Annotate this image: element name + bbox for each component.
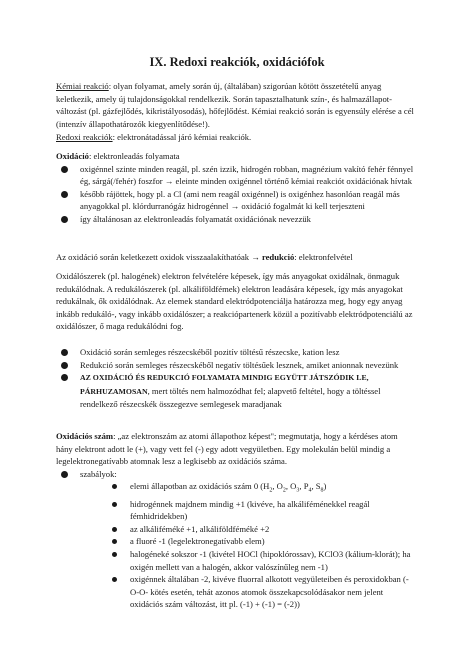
oxidacio-list: [56, 163, 416, 226]
oxidaloszerek-paragraph: Oxidálószerek (pl. halogének) elektron felvételére képesek, így más anyagokat oxidálnak, önmaguk redukálódnak. A redukálószerek (pl. alkáliföldfémek) elektron leadására képesek, így más anyagokat redukálnak, ők oxidálódnak. Az elemek standard elektródpotenciálja határozza meg, hogy egy anyag inkább redukáló-, vagy inkább oxidálószer; a reakciópartenerk közül a pozitívabb elektródpotenciálú az oxidálószer, ő maga redukálódni fog.: [56, 271, 413, 332]
subscript: 2: [269, 488, 273, 495]
oxidacio-term: Oxidáció: [56, 151, 89, 161]
list-item: oxigénnel szinte minden reagál, pl. szén izzik, hidrogén robban, magnézium vakító fehér fénnyel ég, sárgá(/fehér) foszfor → eleinte minden oxigénnel történő kémiai reakciót oxidációnak hívtak: [56, 163, 416, 188]
oxidacio-section: [56, 150, 416, 226]
oxidacios-szam-text: : „az elektronszám az atomi állapothoz képest"; megmutatja, hogy a kérdéses atom hány elektront adott le (+), vagy vett fel (-) egy adott vegyületben. Egy molekulán belül mindig a legelektronegatívabb atomnak lesz a legkisebb az oxidációs száma.: [56, 431, 398, 467]
rule-text: elemi állapotban az oxidációs szám 0 (H: [130, 481, 270, 492]
subscript: 4: [308, 488, 312, 495]
redukcio-paragraph: [56, 251, 416, 264]
subscript: 2: [282, 488, 286, 495]
oxidacio-text: : elektronleadás folyamata: [88, 151, 180, 161]
ion-list: [56, 346, 416, 411]
kemiai-reakcio-paragraph: [56, 80, 416, 130]
rule-text: , O: [272, 481, 283, 492]
list-item: Oxidáció során semleges részecskéből pozitív töltésű részecske, kation lesz: [56, 346, 416, 359]
list-item-text: , mert töltés nem halmozódhat fel; alapvető feltétel, hogy a töltéssel rendelkező részecskék összegezve semlegesek maradjanak: [80, 385, 381, 410]
rule-item: az alkáliféméké +1, alkáliföldféméké +2: [102, 523, 416, 536]
page-title: IX. Redoxi reakciók, oxidációfok: [149, 55, 325, 69]
oxidacios-szam-section: [56, 430, 416, 611]
subscript: 3: [296, 488, 300, 495]
oxidacios-szam-term: Oxidációs szám: [56, 431, 114, 441]
rule-item: [102, 480, 416, 497]
kemiai-reakcio-text: : olyan folyamat, amely során új, (általában) szigorúan kötött összetételű anyag keletkezik, amely új tulajdonságokkal rendelkezik. Során tapasztalhatunk szín-, és halmazállapot-változást (pl. gázfejlődés, kikristályosodás), hőfejlődést. Kémiai reakció során is egyensúly elérése a cél (intenzív állapothatározók kiegyenlítődése!).: [56, 81, 414, 129]
rule-item: halogéneké sokszor -1 (kivétel HOCl (hipoklórossav), KClO3 (kálium-klorát); ha oxigén mellett van a halogén, akkor valószínűleg nem -1): [102, 548, 416, 573]
ion-list-section: [56, 346, 416, 411]
rules-list: [102, 480, 416, 611]
redukcio-term: redukció: [261, 252, 295, 262]
list-item: [56, 371, 416, 411]
list-item: [56, 468, 416, 611]
list-item: Redukció során semleges részecskéből negatív töltésűek lesznek, amiket anionnak nevezünk: [56, 359, 416, 372]
list-item: később rájöttek, hogy pl. a Cl (ami nem reagál oxigénnel) is oxigénhez hasonlóan reagál más anyagokkal pl. klórdurranógáz hidrogénnel → oxidáció fogalmát ki kell terjeszteni: [56, 188, 416, 213]
rule-text: , O: [285, 481, 297, 492]
szabalyok-label: szabályok:: [80, 468, 117, 479]
list-item: így általánosan az elektronleadás folyamatát oxidációnak nevezzük: [56, 213, 416, 226]
redukcio-text: : elektronfelvétel: [294, 252, 353, 262]
rule-item: oxigénnek általában -2, kivéve fluorral alkotott vegyületeiben és peroxidokban (-O-O- kötés esetén, tehát azonos atomok összekapcsolódásakor nem jelent oxidációs szám változást, itt pl. (-1) + (-1) = (-2)): [102, 573, 416, 611]
rule-item: a fluoré -1 (legelektronegatívabb elem): [102, 535, 416, 548]
emphasis-caps-1: AZ OXIDÁCIÓ ÉS REDUKCIÓ FOLYAMATA MINDIG EGYÜTT JÁTSZÓDIK LE,: [80, 373, 369, 383]
rule-text: , P: [299, 481, 309, 492]
oxidacio-heading: [56, 150, 416, 163]
rule-text: , S: [311, 481, 321, 492]
szabalyok-list: [56, 468, 416, 611]
rule-text: ): [323, 481, 327, 492]
kemiai-reakcio-term: Kémiai reakció: [56, 81, 109, 91]
redukcio-pre: Az oxidáció során keletkezett oxidok visszaalakíthatóak →: [56, 252, 262, 262]
redoxi-text: : elektronátadással járó kémiai reakciók.: [112, 132, 252, 142]
redoxi-reakciok-paragraph: [56, 131, 416, 144]
oxidacios-szam-paragraph: [56, 430, 416, 468]
rule-item: hidrogénnek majdnem mindig +1 (kivéve, ha alkáliféménekkel reagál fémhidridekben): [102, 498, 416, 523]
redoxi-term: Redoxi reakciók: [56, 132, 113, 142]
subscript: 8: [320, 488, 324, 495]
emphasis-caps-2: PÁRHUZAMOSAN: [80, 386, 148, 396]
